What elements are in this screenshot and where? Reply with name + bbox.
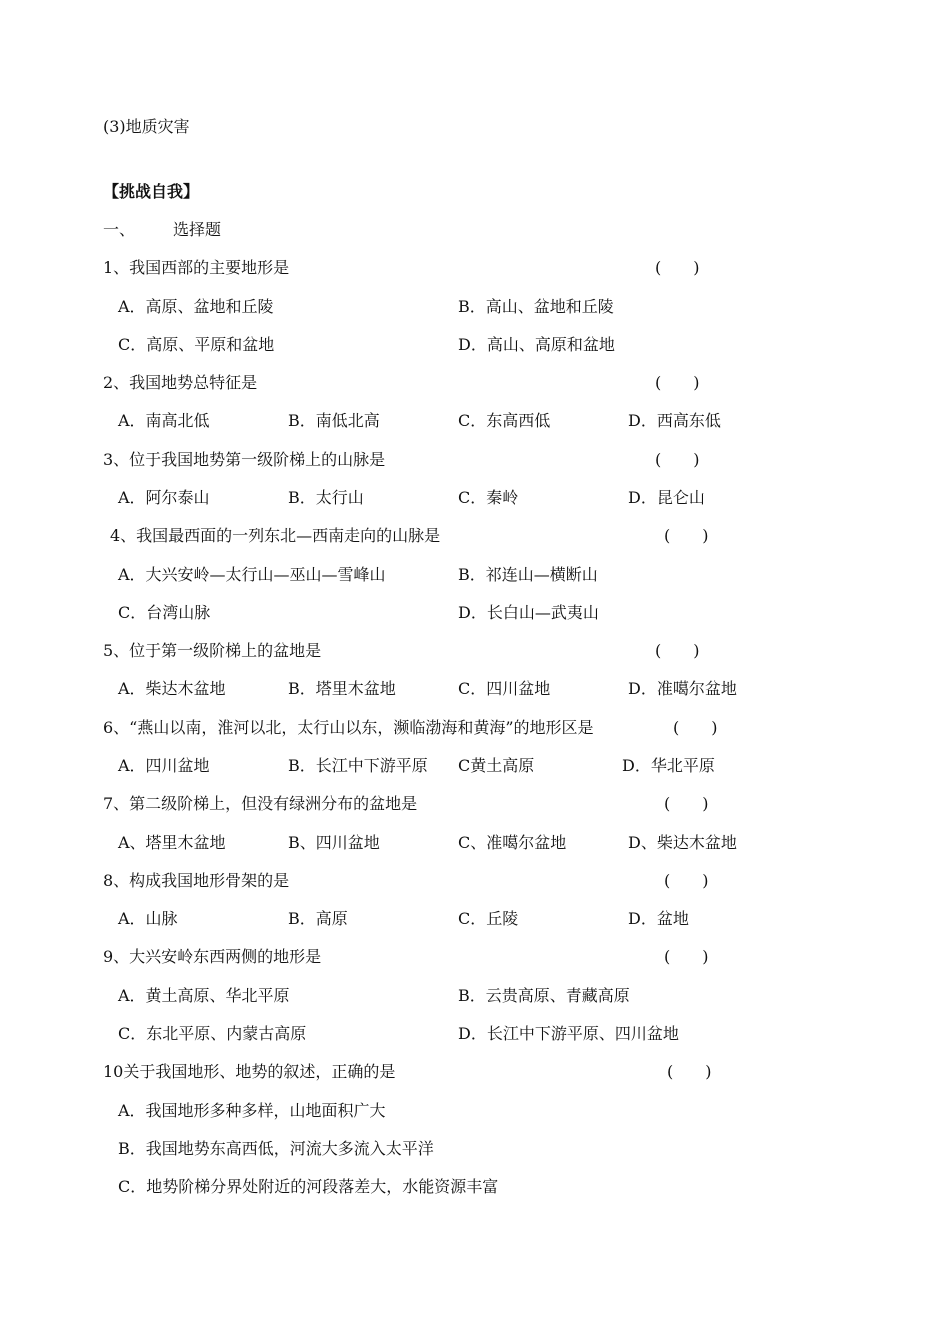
question-stem: 4、我国最西面的一列东北—西南走向的山脉是 — [110, 526, 441, 545]
question-stem: 9、大兴安岭东西两侧的地形是 — [103, 947, 322, 966]
option: A．高原、盆地和丘陵 — [118, 297, 274, 316]
option: C黄土高原 — [458, 756, 535, 775]
option: D．长白山—武夷山 — [458, 603, 599, 622]
question-stem: 2、我国地势总特征是 — [103, 373, 258, 392]
option: B．我国地势东高西低，河流大多流入太平洋 — [118, 1139, 434, 1158]
option: B、四川盆地 — [288, 833, 380, 852]
question-stem: 3、位于我国地势第一级阶梯上的山脉是 — [103, 450, 386, 469]
option: B．长江中下游平原 — [288, 756, 428, 775]
option: A．山脉 — [118, 909, 178, 928]
part-number: 一、 — [103, 220, 136, 239]
option: A．柴达木盆地 — [118, 679, 226, 698]
option: B．云贵高原、青藏高原 — [458, 986, 630, 1005]
answer-blank: ( ) — [667, 1062, 712, 1081]
answer-blank: ( ) — [655, 641, 700, 660]
option: B．祁连山—横断山 — [458, 565, 598, 584]
option: C．台湾山脉 — [118, 603, 211, 622]
part-title: 选择题 — [173, 220, 222, 239]
option: D．西高东低 — [628, 411, 721, 430]
answer-blank: ( ) — [655, 373, 700, 392]
option: A．南高北低 — [118, 411, 210, 430]
option: B．南低北高 — [288, 411, 380, 430]
section-title: (3)地质灾害 — [103, 117, 190, 136]
option: D．盆地 — [628, 909, 689, 928]
question-stem: 6、“燕山以南，淮河以北，太行山以东，濒临渤海和黄海”的地形区是 — [103, 718, 594, 737]
option: C．秦岭 — [458, 488, 519, 507]
option: C．东高西低 — [458, 411, 551, 430]
option: B．塔里木盆地 — [288, 679, 396, 698]
option: A．大兴安岭—太行山—巫山—雪峰山 — [118, 565, 386, 584]
option: A．我国地形多种多样，山地面积广大 — [118, 1101, 386, 1120]
option: D．昆仑山 — [628, 488, 705, 507]
option: C．高原、平原和盆地 — [118, 335, 275, 354]
answer-blank: ( ) — [655, 258, 700, 277]
question-stem: 10关于我国地形、地势的叙述，正确的是 — [103, 1062, 396, 1081]
option: D、柴达木盆地 — [628, 833, 737, 852]
challenge-heading: 【挑战自我】 — [103, 182, 200, 201]
option: D．准噶尔盆地 — [628, 679, 737, 698]
answer-blank: ( ) — [664, 526, 709, 545]
question-stem: 7、第二级阶梯上，但没有绿洲分布的盆地是 — [103, 794, 418, 813]
answer-blank: ( ) — [664, 947, 709, 966]
question-stem: 8、构成我国地形骨架的是 — [103, 871, 290, 890]
option: B．高原 — [288, 909, 348, 928]
answer-blank: ( ) — [655, 450, 700, 469]
option: D．华北平原 — [622, 756, 715, 775]
option: B．太行山 — [288, 488, 364, 507]
option: C、准噶尔盆地 — [458, 833, 567, 852]
option: B．高山、盆地和丘陵 — [458, 297, 614, 316]
question-stem: 5、位于第一级阶梯上的盆地是 — [103, 641, 322, 660]
answer-blank: ( ) — [673, 718, 718, 737]
option: C．地势阶梯分界处附近的河段落差大，水能资源丰富 — [118, 1177, 499, 1196]
option: D．长江中下游平原、四川盆地 — [458, 1024, 679, 1043]
option: C．四川盆地 — [458, 679, 551, 698]
option: C．丘陵 — [458, 909, 519, 928]
answer-blank: ( ) — [664, 794, 709, 813]
option: A．黄土高原、华北平原 — [118, 986, 290, 1005]
answer-blank: ( ) — [664, 871, 709, 890]
question-stem: 1、我国西部的主要地形是 — [103, 258, 290, 277]
option: A、塔里木盆地 — [118, 833, 226, 852]
option: A．阿尔泰山 — [118, 488, 210, 507]
option: A．四川盆地 — [118, 756, 210, 775]
option: D．高山、高原和盆地 — [458, 335, 615, 354]
option: C．东北平原、内蒙古高原 — [118, 1024, 307, 1043]
